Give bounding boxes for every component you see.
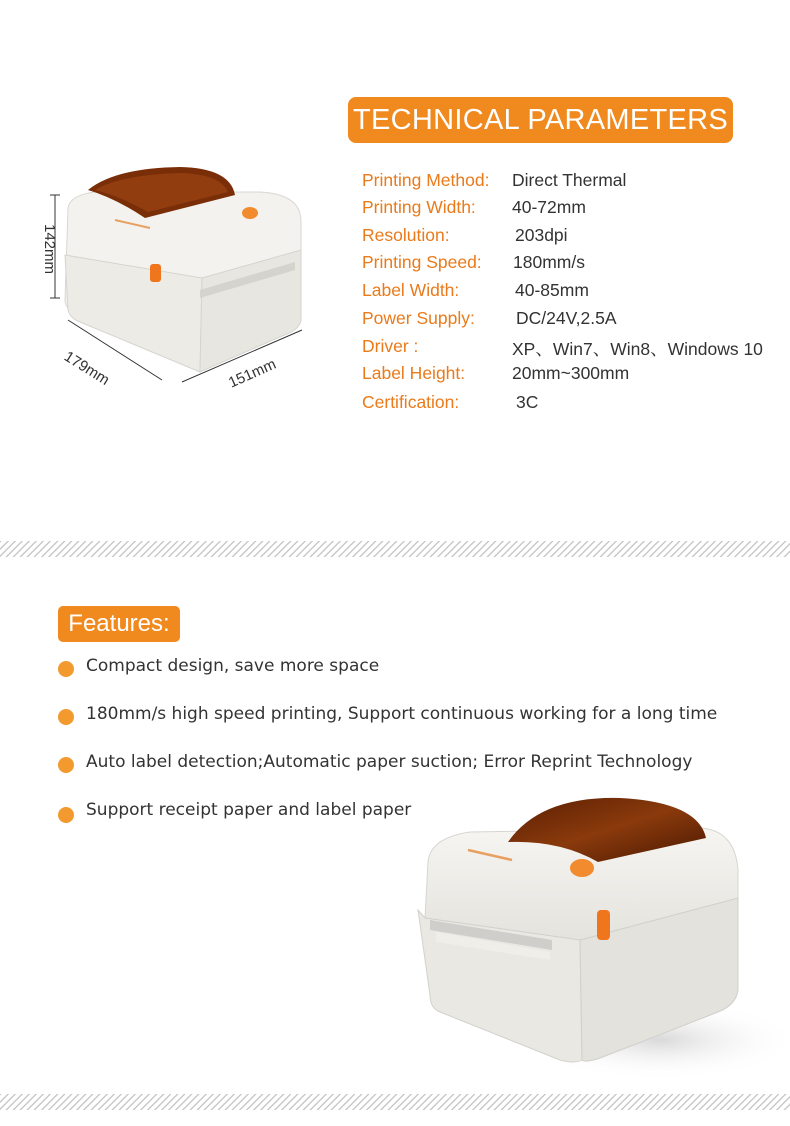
spec-row — [362, 197, 782, 221]
dimension-width: 151mm — [226, 355, 279, 392]
spec-label: Label Height: — [362, 363, 466, 383]
spec-value: DC/24V,2.5A — [516, 308, 617, 328]
spec-label: Label Width: — [362, 280, 460, 300]
bullet-dot-icon — [58, 661, 74, 677]
bullet-dot-icon — [58, 709, 74, 725]
spec-label: Certification: — [362, 392, 460, 412]
spec-value: XP、Win7、Win8、Windows 10 — [512, 339, 763, 359]
feature-item — [58, 752, 758, 778]
spec-value: 180mm/s — [513, 252, 585, 272]
technical-parameters-title: TECHNICAL PARAMETERS — [348, 97, 733, 143]
spec-value: 40-72mm — [512, 197, 586, 217]
spec-value: 203dpi — [515, 225, 568, 245]
feature-text: 180mm/s high speed printing, Support continuous working for a long time — [86, 704, 718, 724]
feature-item — [58, 656, 758, 682]
spec-label: Printing Speed: — [362, 252, 482, 272]
spec-label: Resolution: — [362, 225, 450, 245]
feature-text: Compact design, save more space — [86, 656, 380, 676]
spec-label: Printing Method: — [362, 170, 490, 190]
spec-label: Driver : — [362, 336, 419, 356]
dimension-depth: 179mm — [60, 348, 113, 389]
spec-row — [362, 363, 782, 387]
spec-row — [362, 170, 782, 194]
spec-row — [362, 392, 782, 416]
spec-row — [362, 252, 782, 276]
feature-text: Auto label detection;Automatic paper suction; Error Reprint Technology — [86, 752, 693, 772]
feature-text: Support receipt paper and label paper — [86, 800, 412, 820]
bullet-dot-icon — [58, 757, 74, 773]
printer-image — [400, 790, 790, 1080]
hatched-divider — [0, 1094, 790, 1110]
spec-value: 3C — [516, 392, 539, 412]
feature-item — [58, 704, 758, 730]
spec-row — [362, 225, 782, 249]
bullet-dot-icon — [58, 807, 74, 823]
spec-row — [362, 280, 782, 304]
spec-label: Printing Width: — [362, 197, 476, 217]
features-title: Features: — [58, 606, 180, 642]
spec-row — [362, 336, 782, 360]
dimension-height: 142mm — [41, 224, 58, 275]
spec-label: Power Supply: — [362, 308, 475, 328]
spec-value: Direct Thermal — [512, 170, 627, 190]
spec-row — [362, 308, 782, 332]
spec-value: 40-85mm — [515, 280, 589, 300]
hatched-divider — [0, 541, 790, 557]
spec-value: 20mm~300mm — [512, 363, 630, 383]
